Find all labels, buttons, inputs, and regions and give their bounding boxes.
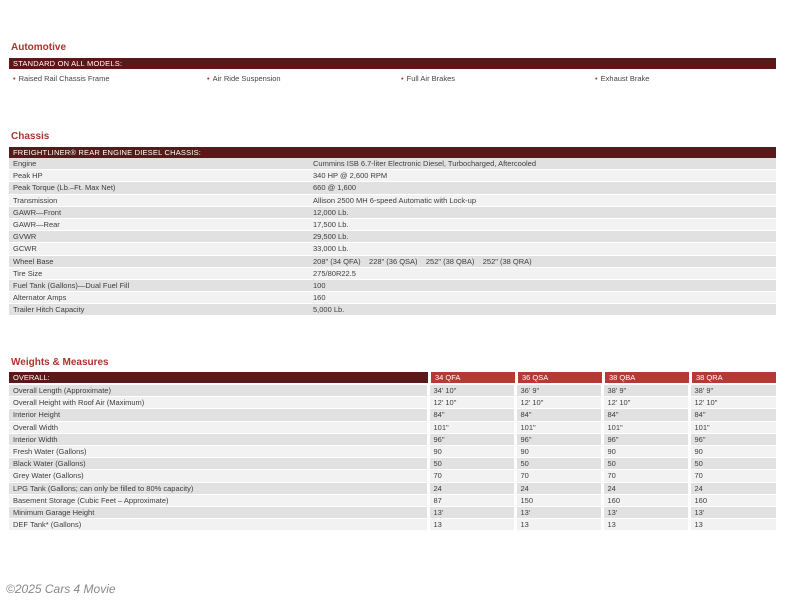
weights-row (9, 458, 776, 470)
measure-value: 36' 9" (515, 385, 602, 397)
measure-value: 90 (515, 445, 602, 457)
measure-value: 160 (602, 494, 689, 506)
measure-value: 13 (428, 519, 515, 531)
spec-label: Fuel Tank (Gallons)—Dual Fuel Fill (9, 279, 309, 291)
measure-label: Basement Storage (Cubic Feet – Approximate) (9, 494, 428, 506)
measure-label: Interior Width (9, 433, 428, 445)
weights-row (9, 397, 776, 409)
measure-value: 70 (515, 470, 602, 482)
measure-value: 90 (602, 445, 689, 457)
bullet-icon: • (595, 74, 598, 83)
spec-value: 17,500 Lb. (309, 218, 776, 230)
feature-item: • Air Ride Suspension (207, 74, 281, 83)
measure-value: 50 (515, 458, 602, 470)
measure-value: 84" (515, 409, 602, 421)
spec-value: 5,000 Lb. (309, 304, 776, 316)
measure-value: 96" (428, 433, 515, 445)
feature-item: • Raised Rail Chassis Frame (13, 74, 110, 83)
spec-value: Allison 2500 MH 6-speed Automatic with Lock-up (309, 194, 776, 206)
weights-row (9, 470, 776, 482)
model-header: 38 QRA (692, 372, 776, 383)
automotive-title: Automotive (11, 42, 66, 53)
spec-label: Transmission (9, 194, 309, 206)
weights-table (9, 385, 776, 531)
model-header: 38 QBA (605, 372, 689, 383)
measure-value: 90 (689, 445, 776, 457)
measure-value: 50 (428, 458, 515, 470)
measure-value: 96" (689, 433, 776, 445)
measure-value: 101" (428, 421, 515, 433)
weights-row (9, 494, 776, 506)
spec-value: 33,000 Lb. (309, 243, 776, 255)
measure-label: Grey Water (Gallons) (9, 470, 428, 482)
standard-models-bar: STANDARD ON ALL MODELS: (9, 58, 776, 69)
weights-row (9, 421, 776, 433)
measure-value: 24 (428, 482, 515, 494)
chassis-row (9, 206, 776, 218)
chassis-row (9, 194, 776, 206)
measure-value: 12' 10" (515, 397, 602, 409)
measure-label: Overall Length (Approximate) (9, 385, 428, 397)
spec-label: Peak Torque (Lb.–Ft. Max Net) (9, 182, 309, 194)
measure-label: Overall Height with Roof Air (Maximum) (9, 397, 428, 409)
spec-label: Engine (9, 158, 309, 170)
measure-value: 101" (689, 421, 776, 433)
measure-value: 34' 10" (428, 385, 515, 397)
measure-value: 13 (602, 519, 689, 531)
measure-value: 13 (515, 519, 602, 531)
weights-row (9, 519, 776, 531)
measure-value: 87 (428, 494, 515, 506)
measure-value: 24 (602, 482, 689, 494)
model-header: 34 QFA (431, 372, 515, 383)
overall-header: OVERALL: (9, 372, 428, 383)
measure-value: 101" (602, 421, 689, 433)
measure-label: DEF Tank* (Gallons) (9, 519, 428, 531)
spec-value: 660 @ 1,600 (309, 182, 776, 194)
chassis-title: Chassis (11, 131, 50, 142)
measure-value: 50 (689, 458, 776, 470)
bullet-icon: • (401, 74, 404, 83)
measure-label: LPG Tank (Gallons; can only be filled to 80% capacity) (9, 482, 428, 494)
chassis-table (9, 158, 776, 316)
chassis-row (9, 279, 776, 291)
chassis-row (9, 170, 776, 182)
measure-value: 84" (428, 409, 515, 421)
chassis-row (9, 218, 776, 230)
chassis-row (9, 231, 776, 243)
measure-label: Black Water (Gallons) (9, 458, 428, 470)
measure-value: 70 (428, 470, 515, 482)
bullet-icon: • (13, 74, 16, 83)
measure-value: 38' 9" (602, 385, 689, 397)
weights-row (9, 506, 776, 518)
spec-value: 208" (34 QFA) 228" (36 QSA) 252" (38 QBA) 252" (38 QRA) (309, 255, 776, 267)
model-header: 36 QSA (518, 372, 602, 383)
chassis-row (9, 267, 776, 279)
measure-value: 13 (689, 519, 776, 531)
spec-label: GAWR—Front (9, 206, 309, 218)
spec-label: Tire Size (9, 267, 309, 279)
chassis-row (9, 255, 776, 267)
weights-title: Weights & Measures (11, 357, 109, 368)
measure-value: 96" (602, 433, 689, 445)
chassis-row (9, 182, 776, 194)
weights-row (9, 385, 776, 397)
chassis-row (9, 243, 776, 255)
measure-value: 13' (428, 506, 515, 518)
measure-value: 12' 10" (689, 397, 776, 409)
measure-value: 12' 10" (602, 397, 689, 409)
bullet-icon: • (207, 74, 210, 83)
measure-value: 150 (515, 494, 602, 506)
measure-value: 24 (689, 482, 776, 494)
measure-label: Minimum Garage Height (9, 506, 428, 518)
spec-label: GVWR (9, 231, 309, 243)
spec-label: Peak HP (9, 170, 309, 182)
spec-value: 12,000 Lb. (309, 206, 776, 218)
spec-value: 275/80R22.5 (309, 267, 776, 279)
chassis-row (9, 304, 776, 316)
spec-value: 340 HP @ 2,600 RPM (309, 170, 776, 182)
chassis-bar: FREIGHTLINER® REAR ENGINE DIESEL CHASSIS: (9, 147, 776, 158)
measure-value: 101" (515, 421, 602, 433)
spec-value: Cummins ISB 6.7-liter Electronic Diesel, Turbocharged, Aftercooled (309, 158, 776, 170)
measure-label: Overall Width (9, 421, 428, 433)
measure-value: 84" (689, 409, 776, 421)
spec-label: Wheel Base (9, 255, 309, 267)
chassis-row (9, 158, 776, 170)
measure-value: 96" (515, 433, 602, 445)
feature-item: • Full Air Brakes (401, 74, 455, 83)
spec-label: Trailer Hitch Capacity (9, 304, 309, 316)
spec-value: 160 (309, 292, 776, 304)
weights-row (9, 409, 776, 421)
spec-value: 29,500 Lb. (309, 231, 776, 243)
weights-header (9, 372, 776, 383)
measure-value: 70 (689, 470, 776, 482)
weights-row (9, 433, 776, 445)
weights-row (9, 445, 776, 457)
measure-value: 12' 10" (428, 397, 515, 409)
copyright-footer: ©2025 Cars 4 Movie (6, 582, 116, 596)
weights-row (9, 482, 776, 494)
measure-value: 13' (515, 506, 602, 518)
measure-value: 24 (515, 482, 602, 494)
spec-value: 100 (309, 279, 776, 291)
measure-value: 50 (602, 458, 689, 470)
measure-value: 70 (602, 470, 689, 482)
chassis-row (9, 292, 776, 304)
measure-value: 13' (689, 506, 776, 518)
spec-label: GAWR—Rear (9, 218, 309, 230)
measure-label: Interior Height (9, 409, 428, 421)
feature-item: • Exhaust Brake (595, 74, 650, 83)
measure-value: 90 (428, 445, 515, 457)
standard-features-list (9, 74, 776, 84)
measure-value: 38' 9" (689, 385, 776, 397)
measure-label: Fresh Water (Gallons) (9, 445, 428, 457)
measure-value: 13' (602, 506, 689, 518)
spec-label: GCWR (9, 243, 309, 255)
measure-value: 160 (689, 494, 776, 506)
spec-label: Alternator Amps (9, 292, 309, 304)
measure-value: 84" (602, 409, 689, 421)
